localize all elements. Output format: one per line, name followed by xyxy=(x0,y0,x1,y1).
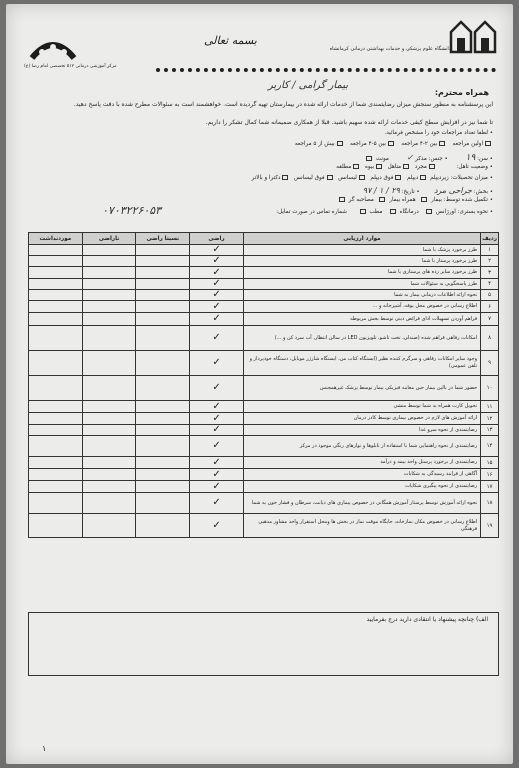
relatively-satisfied-cell[interactable] xyxy=(136,267,190,279)
not-applicable-cell[interactable] xyxy=(29,481,83,493)
checkmark-icon: ✓ xyxy=(212,400,221,412)
evaluation-item xyxy=(243,481,480,493)
row-number-text: ۱۰ xyxy=(486,385,493,391)
dissatisfied-cell[interactable] xyxy=(82,290,136,301)
evaluation-item xyxy=(243,326,480,351)
table-row xyxy=(29,267,499,279)
row-number-text: ۳ xyxy=(488,269,492,276)
checkmark-icon: ✓ xyxy=(212,382,221,393)
checkmark-icon: ✓ xyxy=(212,244,221,255)
evaluation-item xyxy=(243,425,480,436)
filled-by-row xyxy=(337,197,493,203)
row-number-text: ۱۶ xyxy=(486,471,493,478)
row-number-text: ۲ xyxy=(488,258,492,264)
column-header-satisfied: راضی xyxy=(190,233,244,245)
checkmark-icon: ✓ xyxy=(212,412,221,424)
marital-option: مطلقه xyxy=(336,164,352,170)
satisfied-cell[interactable] xyxy=(190,469,244,481)
not-applicable-cell[interactable] xyxy=(29,413,83,425)
checkbox[interactable] xyxy=(379,197,385,202)
visit-option: بیش از ۵ مراجعه xyxy=(294,141,335,147)
not-applicable-cell[interactable] xyxy=(29,436,83,457)
checkmark-icon: ✓ xyxy=(212,480,221,492)
age-gender-row: • سن: ۱۹ • جنس: مذکر ✓ مونث xyxy=(364,153,493,163)
checkbox[interactable] xyxy=(337,141,343,146)
dissatisfied-cell[interactable] xyxy=(82,279,136,290)
satisfied-cell[interactable] xyxy=(190,326,244,351)
education-label: • میزان تحصیلات: زیردیپلم xyxy=(430,175,493,181)
dissatisfied-cell[interactable] xyxy=(82,401,136,413)
relatively-satisfied-cell[interactable] xyxy=(136,376,190,401)
checkbox[interactable] xyxy=(388,141,394,146)
date-value[interactable]: ۲۹ / ۱ / ۹۷ xyxy=(362,186,400,195)
column-header-row-number: ردیف xyxy=(481,233,499,245)
visit-option: بین ۵-۴ مراجعه xyxy=(349,141,386,147)
row-number xyxy=(481,469,499,481)
column-header-dissatisfied: ناراضی xyxy=(82,233,136,245)
row-number-text: ۶ xyxy=(488,303,492,310)
relatively-satisfied-cell[interactable] xyxy=(136,351,190,376)
education-option: لیسانس xyxy=(338,175,357,181)
university-name: دانشگاه علوم پزشکی و خدمات بهداشتی درمانی کرمانشاه xyxy=(329,46,451,52)
table-row xyxy=(29,413,499,425)
satisfied-cell[interactable] xyxy=(190,493,244,514)
row-number xyxy=(481,376,499,401)
dissatisfied-cell[interactable] xyxy=(82,436,136,457)
row-number-text: ۵ xyxy=(488,292,492,298)
marital-row xyxy=(336,164,493,170)
marital-label: • وضعیت تاهل: xyxy=(456,164,493,170)
evaluation-item-text: طرز برخورد پزشک با شما xyxy=(422,246,478,253)
evaluation-item-text: نحوه ارائه اطلاعات درمانی بیمار به شما xyxy=(394,291,478,298)
not-applicable-cell[interactable] xyxy=(29,425,83,436)
relatively-satisfied-cell[interactable] xyxy=(136,326,190,351)
suggestions-label: الف) چنانچه پیشنهاد یا انتقادی دارید درج بفرمایید xyxy=(366,616,488,623)
evaluation-item xyxy=(243,245,480,256)
table-row xyxy=(29,245,499,256)
relatively-satisfied-cell[interactable] xyxy=(136,256,190,267)
evaluation-item-text: رضایتمندی از نحوه پیگیری شکایات xyxy=(405,483,478,489)
satisfied-cell[interactable] xyxy=(190,413,244,425)
not-applicable-cell[interactable] xyxy=(29,290,83,301)
gender-female-option: مونث xyxy=(375,156,389,162)
evaluation-item xyxy=(243,514,480,538)
checkbox[interactable] xyxy=(429,164,435,169)
evaluation-item-text: طرز پاسخگویی به سئوالات شما xyxy=(410,280,478,287)
evaluation-item xyxy=(243,301,480,313)
checkmark-icon: ✓ xyxy=(212,332,221,343)
gender-label: • جنس: مذکر xyxy=(415,156,448,162)
evaluation-item-text: ارائه آموزش های لازم در خصوص بیماری توسط کادر درمان xyxy=(353,415,478,421)
checkmark-icon: ✓ xyxy=(212,519,221,531)
evaluation-item-text: رضایتمندی از نحوه سرو غذا xyxy=(419,426,478,433)
satisfied-cell[interactable] xyxy=(190,313,244,326)
row-number-text: ۸ xyxy=(488,335,492,341)
evaluation-item xyxy=(243,279,480,290)
checkbox[interactable] xyxy=(395,175,401,180)
row-number-text: ۱۳ xyxy=(486,427,493,433)
relatively-satisfied-cell[interactable] xyxy=(136,279,190,290)
row-number xyxy=(481,401,499,413)
dissatisfied-cell[interactable] xyxy=(82,425,136,436)
evaluation-item-text: اطلاع رسانی در خصوص محل بوفه، آشپزخانه و ... xyxy=(372,303,478,309)
not-applicable-cell[interactable] xyxy=(29,256,83,267)
visits-row xyxy=(295,141,493,147)
checkbox[interactable] xyxy=(426,209,432,214)
table-row xyxy=(29,514,499,538)
checkmark-icon: ✓ xyxy=(212,440,221,451)
checkmark-icon: ✓ xyxy=(212,255,221,266)
visits-instruction: • لطفا تعداد مراجعات خود را مشخص فرمائید. xyxy=(384,130,493,136)
evaluation-item xyxy=(243,413,480,425)
intro-line-2: تا شما نیز در افزایش سطح کیفی خدمات ارائه شده سهیم باشید. قبلا از همکاری صمیمانه شما کمال تشکر را داریم. xyxy=(205,119,493,126)
evaluation-item-text: اطلاع رسانی در خصوص مکان نمازخانه، جایگاه موقت نماز در بخش ها ومحل استقرار واحد مشاور مذهبی فرهنگی xyxy=(258,518,478,532)
row-number xyxy=(481,313,499,326)
filled-by-label: • تکمیل شده توسط: بیمار xyxy=(431,197,493,203)
checkbox[interactable] xyxy=(420,175,426,180)
dissatisfied-cell[interactable] xyxy=(82,301,136,313)
row-number-text: ۷ xyxy=(488,316,492,322)
checkmark-icon: ✓ xyxy=(212,468,221,480)
relatively-satisfied-cell[interactable] xyxy=(136,401,190,413)
row-number xyxy=(481,413,499,425)
ward-value[interactable]: جراحی مرد xyxy=(433,186,472,195)
ward-label: • بخش: xyxy=(473,189,493,195)
admission-option: درمانگاه xyxy=(399,209,419,215)
relatively-satisfied-cell[interactable] xyxy=(136,313,190,326)
row-number xyxy=(481,425,499,436)
not-applicable-cell[interactable] xyxy=(29,493,83,514)
column-header-relatively-satisfied: نسبتا راضی xyxy=(136,233,190,245)
satisfied-cell[interactable] xyxy=(190,376,244,401)
checkbox[interactable] xyxy=(353,164,359,169)
row-number xyxy=(481,481,499,493)
visit-option: اولین مراجعه xyxy=(452,141,483,147)
table-header-row xyxy=(29,233,499,245)
date-label: • تاریخ: xyxy=(401,189,420,195)
table-row xyxy=(29,376,499,401)
table-row xyxy=(29,469,499,481)
checkmark-icon: ✓ xyxy=(212,424,221,435)
evaluation-item-text: آگاهی از فرایند رسیدگی به شکایات xyxy=(403,471,478,477)
row-number xyxy=(481,245,499,256)
phone-value[interactable]: ۰۷۰۳۲۲۶۰۵۳ xyxy=(102,204,162,217)
evaluation-item xyxy=(243,256,480,267)
not-applicable-cell[interactable] xyxy=(29,457,83,469)
not-applicable-cell[interactable] xyxy=(29,267,83,279)
dissatisfied-cell[interactable] xyxy=(82,245,136,256)
evaluation-item xyxy=(243,313,480,326)
not-applicable-cell[interactable] xyxy=(29,469,83,481)
row-number-text: ۹ xyxy=(488,360,492,366)
row-number xyxy=(481,514,499,538)
dissatisfied-cell[interactable] xyxy=(82,256,136,267)
not-applicable-cell[interactable] xyxy=(29,401,83,413)
table-row xyxy=(29,326,499,351)
checkbox[interactable] xyxy=(282,175,288,180)
greeting-heading: همراه محترم: xyxy=(434,88,489,97)
relatively-satisfied-cell[interactable] xyxy=(136,301,190,313)
not-applicable-cell[interactable] xyxy=(29,351,83,376)
evaluation-item xyxy=(243,469,480,481)
ward-date-row xyxy=(363,186,493,195)
bismillah-text: بسمه تعالی xyxy=(204,34,257,47)
row-number xyxy=(481,436,499,457)
satisfied-cell[interactable] xyxy=(190,514,244,538)
row-number xyxy=(481,279,499,290)
checkbox[interactable] xyxy=(390,209,396,214)
not-applicable-cell[interactable] xyxy=(29,313,83,326)
dissatisfied-cell[interactable] xyxy=(82,457,136,469)
relatively-satisfied-cell[interactable] xyxy=(136,425,190,436)
evaluation-item-text: تحویل کارت همراه به شما توسط منشی xyxy=(393,403,478,409)
satisfied-cell[interactable] xyxy=(190,279,244,290)
evaluation-item xyxy=(243,436,480,457)
table-row xyxy=(29,351,499,376)
satisfied-cell[interactable] xyxy=(190,290,244,301)
row-number xyxy=(481,256,499,267)
dissatisfied-cell[interactable] xyxy=(82,326,136,351)
dissatisfied-cell[interactable] xyxy=(82,267,136,279)
table-row xyxy=(29,436,499,457)
table-row xyxy=(29,457,499,469)
row-number-text: ۱ xyxy=(488,247,492,253)
row-number-text: ۱۲ xyxy=(486,415,493,422)
satisfied-cell[interactable] xyxy=(190,401,244,413)
dissatisfied-cell[interactable] xyxy=(82,351,136,376)
satisfied-cell[interactable] xyxy=(190,267,244,279)
satisfied-cell[interactable] xyxy=(190,436,244,457)
table-row xyxy=(29,256,499,267)
table-row xyxy=(29,301,499,313)
intro-line-1: این پرسشنامه به منظور سنجش میزان رضایتمندی شما از خدمات ارائه شده در بیمارستان تهیه گردیده است. خواهشمند است به سئوالات مطرح شده با دقت پاسخ دهید. xyxy=(73,101,493,108)
marital-option: مجرد xyxy=(414,164,427,170)
evaluation-item xyxy=(243,351,480,376)
checkbox[interactable] xyxy=(359,175,365,180)
dissatisfied-cell[interactable] xyxy=(82,514,136,538)
checkbox[interactable] xyxy=(439,141,445,146)
evaluation-item-text: طرز برخورد سایر رده های پرستاری با شما xyxy=(387,269,478,275)
row-number xyxy=(481,301,499,313)
dissatisfied-cell[interactable] xyxy=(82,481,136,493)
hospital-logo-icon xyxy=(28,36,78,62)
dissatisfied-cell[interactable] xyxy=(82,493,136,514)
relatively-satisfied-cell[interactable] xyxy=(136,457,190,469)
education-option: فوق دیپلم xyxy=(370,175,394,181)
row-number-text: ۱۴ xyxy=(486,443,493,449)
age-label: • سن: xyxy=(477,156,493,162)
filled-by-option: مصاحبه گر xyxy=(348,197,374,203)
survey-page xyxy=(6,4,513,764)
not-applicable-cell[interactable] xyxy=(29,514,83,538)
evaluation-item-text: طرز برخورد پرستار با شما xyxy=(421,257,478,264)
evaluation-table xyxy=(28,232,499,538)
not-applicable-cell[interactable] xyxy=(29,245,83,256)
checkmark-icon: ✓ xyxy=(212,313,221,324)
row-number-text: ۱۹ xyxy=(486,522,493,529)
checkmark-icon: ✓ xyxy=(212,289,221,300)
checkmark-icon: ✓ xyxy=(212,278,221,289)
row-number xyxy=(481,351,499,376)
satisfied-cell[interactable] xyxy=(190,256,244,267)
dissatisfied-cell[interactable] xyxy=(82,413,136,425)
relatively-satisfied-cell[interactable] xyxy=(136,290,190,301)
table-row xyxy=(29,481,499,493)
not-applicable-cell[interactable] xyxy=(29,301,83,313)
checkbox[interactable] xyxy=(360,209,366,214)
row-number-text: ۱۱ xyxy=(486,403,493,410)
university-logo-icon xyxy=(447,18,499,56)
header-divider xyxy=(156,68,496,72)
dissatisfied-cell[interactable] xyxy=(82,376,136,401)
not-applicable-cell[interactable] xyxy=(29,376,83,401)
table-row xyxy=(29,493,499,514)
column-header-items: موارد ارزیابی xyxy=(243,233,480,245)
checkbox[interactable] xyxy=(485,141,491,146)
row-number-text: ۱۷ xyxy=(486,483,493,490)
visit-option: بین ۲-۴ مراجعه xyxy=(401,141,438,147)
checkmark-icon: ✓ xyxy=(212,456,221,468)
relatively-satisfied-cell[interactable] xyxy=(136,436,190,457)
checkbox[interactable] xyxy=(403,164,409,169)
age-value[interactable]: ۱۹ xyxy=(465,153,476,163)
row-number xyxy=(481,290,499,301)
checkmark-icon: ✓ xyxy=(212,357,221,368)
marital-option: بیوه xyxy=(364,164,375,170)
row-number-text: ۱۵ xyxy=(486,459,493,466)
evaluation-item-text: امکانات رفاهی فراهم شده (صندلی، تخت تاشو، تلویزیون LED در سالن انتظار، آب سرد کن و ...) xyxy=(274,334,478,341)
education-option: دیپلم xyxy=(406,175,419,181)
evaluation-item xyxy=(243,376,480,401)
not-applicable-cell[interactable] xyxy=(29,279,83,290)
evaluation-item xyxy=(243,493,480,514)
phone-label: شماره تماس در صورت تمایل: xyxy=(276,209,347,215)
checkmark-icon: ✓ xyxy=(212,266,221,278)
marital-option: متاهل xyxy=(387,164,402,170)
satisfied-cell[interactable] xyxy=(190,457,244,469)
checkbox[interactable] xyxy=(327,175,333,180)
relatively-satisfied-cell[interactable] xyxy=(136,514,190,538)
relatively-satisfied-cell[interactable] xyxy=(136,245,190,256)
checkmark-icon: ✓ xyxy=(212,497,221,508)
checkmark-icon: ✓ xyxy=(212,300,221,312)
row-number-text: ۱۸ xyxy=(486,500,493,506)
table-row xyxy=(29,401,499,413)
suggestions-box[interactable] xyxy=(28,612,499,676)
table-row xyxy=(29,279,499,290)
satisfied-cell[interactable] xyxy=(190,351,244,376)
row-number xyxy=(481,493,499,514)
admission-row xyxy=(276,209,493,215)
dissatisfied-cell[interactable] xyxy=(82,469,136,481)
evaluation-item xyxy=(243,290,480,301)
table-row xyxy=(29,313,499,326)
row-number xyxy=(481,326,499,351)
checkbox[interactable] xyxy=(376,164,382,169)
row-number xyxy=(481,267,499,279)
satisfied-cell[interactable] xyxy=(190,425,244,436)
table-row xyxy=(29,425,499,436)
relatively-satisfied-cell[interactable] xyxy=(136,413,190,425)
education-option: دکترا و بالاتر xyxy=(251,175,281,181)
column-header-not-applicable: موردنداشت xyxy=(29,233,83,245)
not-applicable-cell[interactable] xyxy=(29,326,83,351)
row-number-text: ۴ xyxy=(488,281,492,287)
evaluation-item-text: رضایتمندی از نحوه راهنمایی شما با استفاده از تابلوها و نوارهای رنگی موجود در مرکز xyxy=(299,442,478,449)
checkbox[interactable] xyxy=(366,156,372,161)
relatively-satisfied-cell[interactable] xyxy=(136,481,190,493)
education-option: فوق لیسانس xyxy=(294,175,325,181)
education-row xyxy=(252,175,493,181)
filled-by-option: همراه بیمار xyxy=(389,197,416,203)
evaluation-item xyxy=(243,401,480,413)
evaluation-item-text: رضایتمندی از برخورد پرسنل واحد بیمه و درآمد xyxy=(380,459,478,465)
dissatisfied-cell[interactable] xyxy=(82,313,136,326)
page-number: ۱ xyxy=(42,744,47,753)
row-number xyxy=(481,457,499,469)
handwritten-title: بیمار گرامی / کاربر xyxy=(268,80,349,91)
evaluation-item xyxy=(243,457,480,469)
hospital-name: مرکز آموزشی درمانی ۵۱۲ تخصصی امام رضا (ع) xyxy=(24,64,117,69)
evaluation-item-text: فراهم آوردن تسهیلات ادای فرائض دینی توسط بخش مربوطه xyxy=(350,315,478,322)
admission-label: • نحوه بستری: اورژانس xyxy=(435,209,493,215)
satisfied-cell[interactable] xyxy=(190,481,244,493)
table-row xyxy=(29,290,499,301)
admission-option: مطب xyxy=(369,209,383,215)
evaluation-item xyxy=(243,267,480,279)
relatively-satisfied-cell[interactable] xyxy=(136,469,190,481)
evaluation-item-text: وجود سایر امکانات رفاهی و سرگرم کننده نظیر (ایستگاه کتاب من، ایستگاه شارژر موبایل، دستگاه خودپرداز و تلفن عمومی) xyxy=(249,356,478,369)
relatively-satisfied-cell[interactable] xyxy=(136,493,190,514)
evaluation-item-text: حضور شما در بالین بیمار حین معاینه فیزیکی بیمار توسط پزشک غیرهمجنس xyxy=(319,384,478,391)
satisfied-cell[interactable] xyxy=(190,301,244,313)
checkbox[interactable] xyxy=(339,197,345,202)
satisfied-cell[interactable] xyxy=(190,245,244,256)
checkbox[interactable] xyxy=(421,197,427,202)
evaluation-item-text: نحوه ارائه آموزش توسط پرستار آموزش همگانی در خصوص بیماری های دیابت، سرطان و فشار خون به شما xyxy=(251,499,478,506)
